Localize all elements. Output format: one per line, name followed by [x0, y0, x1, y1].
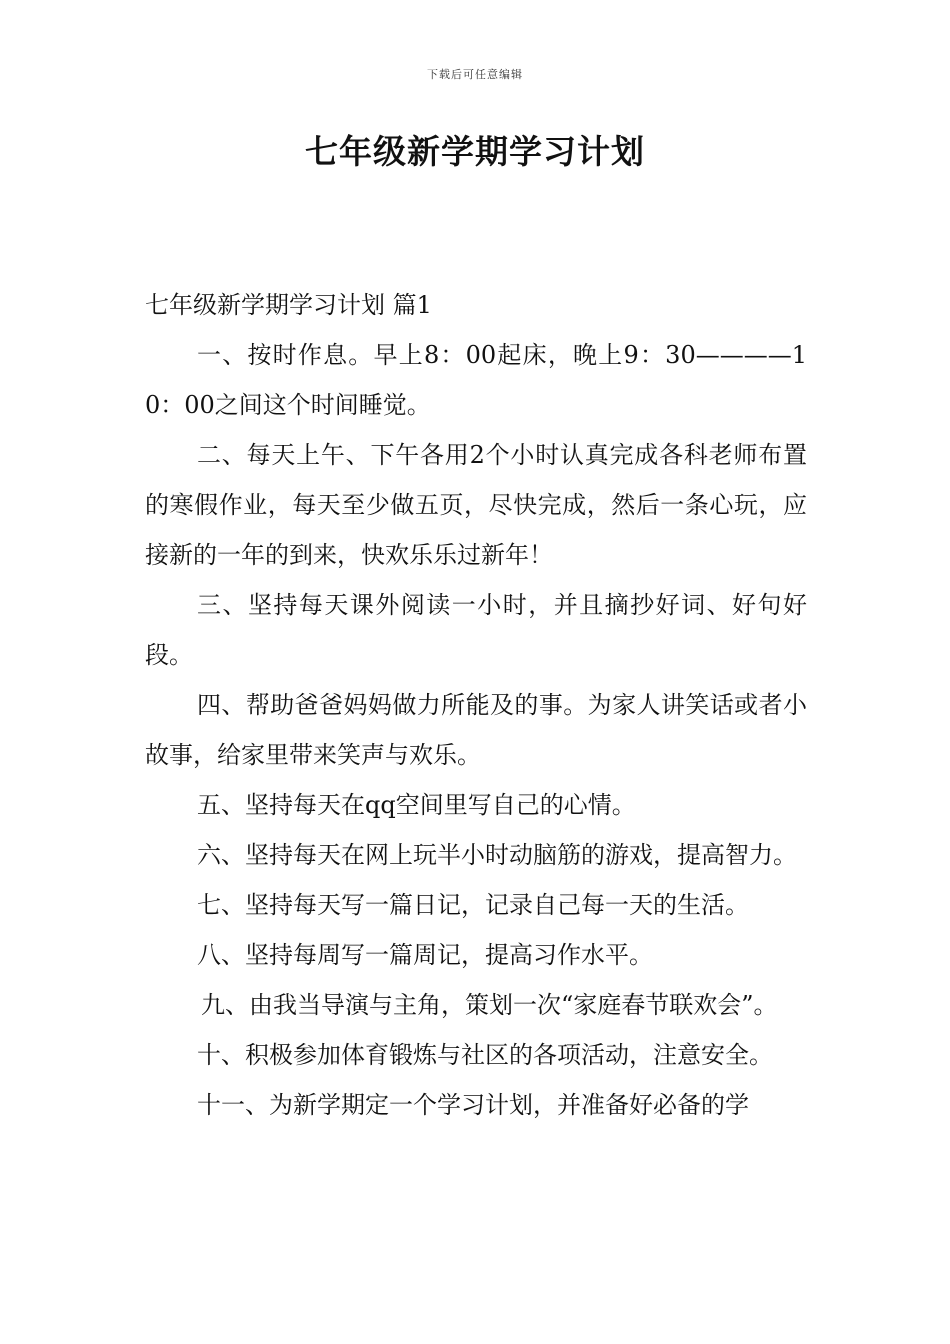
- paragraph-8: 八、坚持每周写一篇周记，提高习作水平。: [197, 941, 653, 969]
- paragraph-11: 十一、为新学期定一个学习计划，并准备好必备的学: [197, 1091, 749, 1119]
- section-heading: 七年级新学期学习计划 篇1: [145, 291, 432, 319]
- paragraph-5: 五、坚持每天在qq空间里写自己的心情。: [197, 791, 636, 819]
- paragraph-9: 九、由我当导演与主角，策划一次“家庭春节联欢会”。: [201, 991, 778, 1019]
- paragraph-3: 三、坚持每天课外阅读一小时，并且摘抄好词、好句好段。: [145, 591, 807, 669]
- paragraph-10: 十、积极参加体育锻炼与社区的各项活动，注意安全。: [197, 1041, 773, 1069]
- paragraph-1: 一、按时作息。早上8：00起床，晚上9：30————10：00之间这个时间睡觉。: [145, 341, 807, 419]
- page-title: 七年级新学期学习计划: [305, 132, 645, 171]
- paragraph-7: 七、坚持每天写一篇日记，记录自己每一天的生活。: [197, 891, 749, 919]
- paragraph-4: 四、帮助爸爸妈妈做力所能及的事。为家人讲笑话或者小故事，给家里带来笑声与欢乐。: [145, 691, 807, 769]
- paragraph-2: 二、每天上午、下午各用2个小时认真完成各科老师布置的寒假作业，每天至少做五页，尽快完成，然后一条心玩，应接新的一年的到来，快欢乐乐过新年！: [145, 441, 807, 569]
- paragraph-6: 六、坚持每天在网上玩半小时动脑筋的游戏，提高智力。: [197, 841, 797, 869]
- header-note: 下载后可任意编辑: [427, 68, 523, 81]
- document-body: [145, 280, 807, 1130]
